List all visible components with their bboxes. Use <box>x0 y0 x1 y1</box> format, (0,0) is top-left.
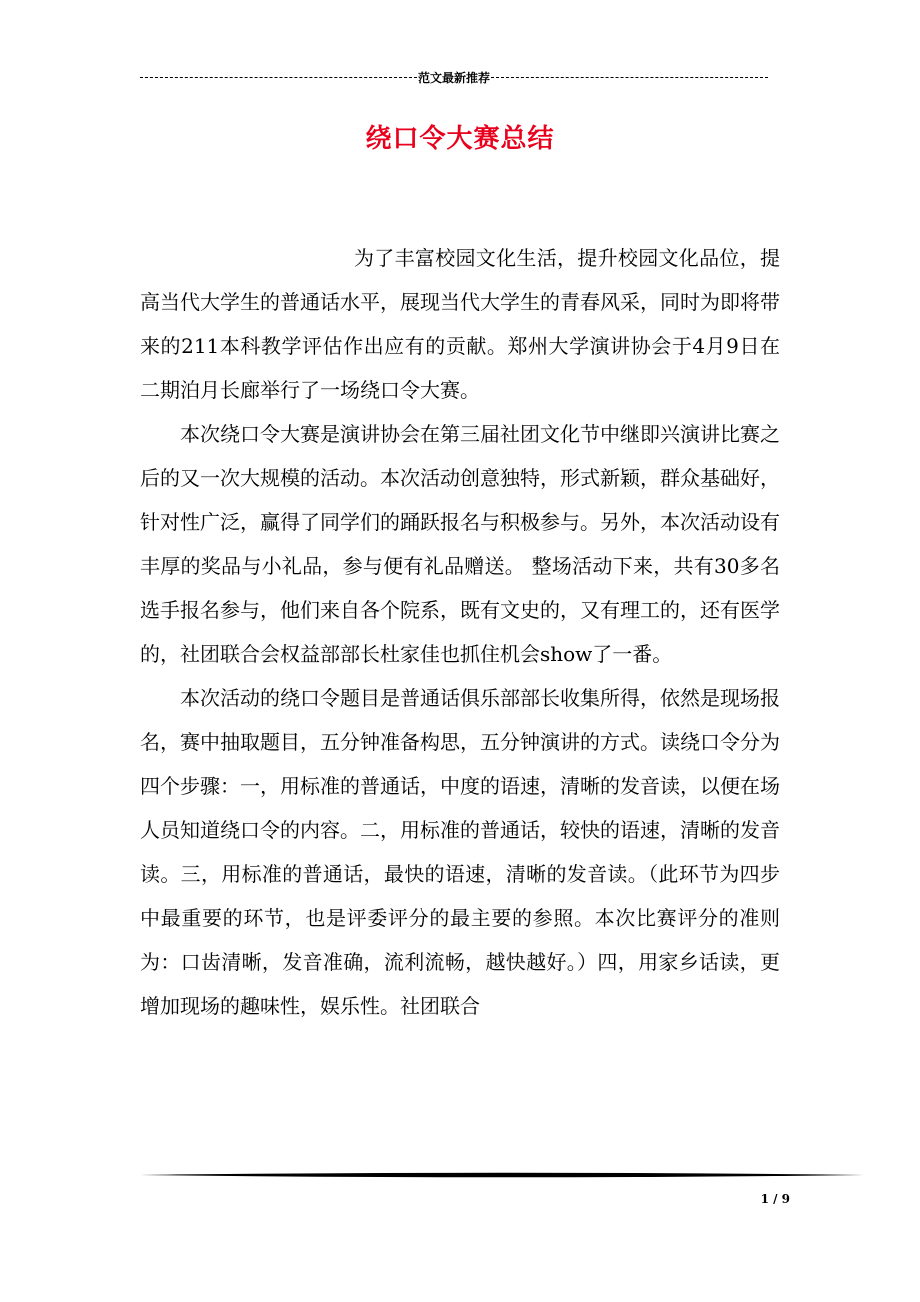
paragraph-1: 为了丰富校园文化生活，提升校园文化品位，提高当代大学生的普通话水平，展现当代大学生的青春风采，同时为即将带来的211本科教学评估作出应有的贡献。郑州大学演讲协会于4月9日在二期泊月长廊举行了一场绕口令大赛。 <box>140 246 780 402</box>
paragraph-2: 本次绕口令大赛是演讲协会在第三届社团文化节中继即兴演讲比赛之后的又一次大规模的活动。本次活动创意独特，形式新颖，群众基础好，针对性广泛，赢得了同学们的踊跃报名与积极参与。另外，本次活动设有丰厚的奖品与小礼品，参与便有礼品赠送。 整场活动下来，共有30多名选手报名参与，他们来自各个院系，既有文史的，又有理工的，还有医学的，社团联合会权益部部长杜家佳也抓住机会show了一番。 <box>140 422 780 666</box>
page-number: 1 / 9 <box>760 1192 790 1206</box>
header-label: 范文最新推荐 <box>418 70 491 85</box>
header-dashes-right <box>491 77 768 78</box>
footer-divider <box>140 1171 864 1179</box>
document-body <box>140 236 780 1028</box>
document-title: 绕口令大赛总结 <box>365 124 555 154</box>
paragraph-3: 本次活动的绕口令题目是普通话俱乐部部长收集所得，依然是现场报名，赛中抽取题目，五分钟准备构思，五分钟演讲的方式。读绕口令分为四个步骤：一，用标准的普通话，中度的语速，清晰的发音读，以便在场人员知道绕口令的内容。二，用标准的普通话，较快的语速，清晰的发音读。三，用标准的普通话，最快的语速，清晰的发音读。（此环节为四步中最重要的环节，也是评委评分的最主要的参照。本次比赛评分的准则为：口齿清晰，发音准确，流利流畅，越快越好。）四，用家乡话读，更增加现场的趣味性，娱乐性。社团联合 <box>140 686 780 1018</box>
page-header <box>140 68 768 86</box>
header-dashes-left <box>140 77 417 78</box>
